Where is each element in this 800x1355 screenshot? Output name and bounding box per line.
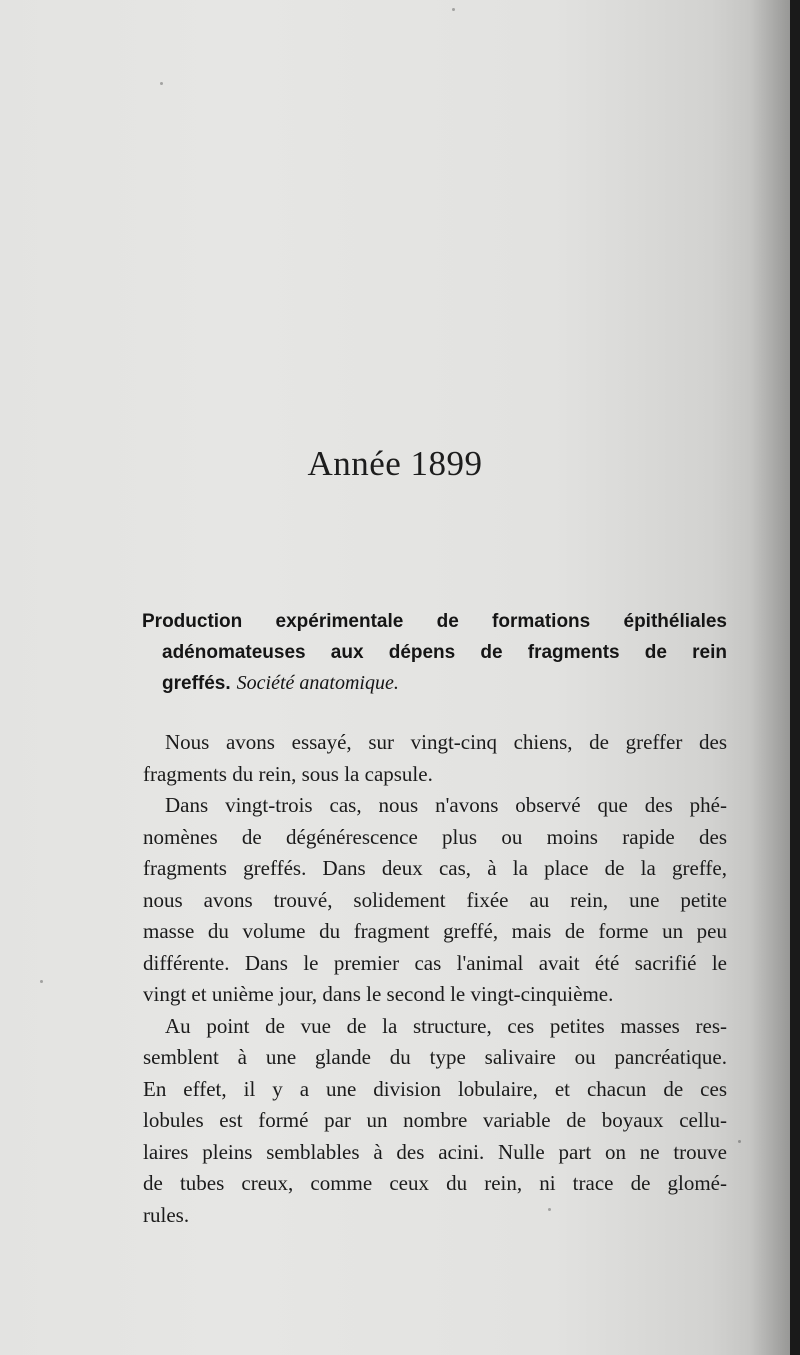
text-line: Au point de vue de la structure, ces petites masses res-: [165, 1013, 727, 1038]
text-line: masse du volume du fragment greffé, mais de forme un peu: [143, 919, 727, 943]
title-line: Production expérimentale de formations épithéliales: [142, 611, 727, 632]
text-line: lobules est formé par un nombre variable de boyaux cellu-: [143, 1108, 727, 1132]
paper-speck: [738, 1140, 741, 1143]
title-line-with-venue: [142, 668, 727, 699]
article-body: [143, 727, 727, 1231]
text-line: vingt et unième jour, dans le second le vingt-cinquième.: [143, 982, 614, 1006]
text-line: différente. Dans le premier cas l'animal avait été sacrifié le: [143, 950, 727, 975]
paragraph: [143, 1011, 727, 1232]
text-line: semblent à une glande du type salivaire ou pancréatique.: [143, 1045, 727, 1069]
text-line: fragments du rein, sous la capsule.: [143, 761, 433, 786]
text-line: Dans vingt-trois cas, nous n'avons observé que des phé-: [165, 793, 727, 817]
text-line: laires pleins semblables à des acini. Nulle part on ne trouve: [143, 1139, 727, 1164]
text-line: nomènes de dégénérescence plus ou moins rapide des: [143, 824, 727, 849]
text-line: Nous avons essayé, sur vingt-cinq chiens, de greffer des: [165, 730, 727, 754]
title-line: adénomateuses aux dépens de fragments de rein: [162, 642, 727, 663]
article-venue: Société anatomique.: [236, 672, 399, 694]
paper-speck: [160, 82, 163, 85]
text-line: fragments greffés. Dans deux cas, à la place de la greffe,: [143, 856, 727, 880]
title-line: greffés.: [162, 673, 231, 694]
paragraph: [143, 790, 727, 1011]
text-line: de tubes creux, comme ceux du rein, ni trace de glomé-: [143, 1171, 727, 1195]
text-line: En effet, il y a une division lobulaire, et chacun de ces: [143, 1076, 727, 1101]
paragraph: [143, 727, 727, 790]
text-line: nous avons trouvé, solidement fixée au rein, une petite: [143, 887, 727, 912]
paper-speck: [452, 8, 455, 11]
paper-speck: [40, 980, 43, 983]
year-heading: Année 1899: [307, 444, 483, 483]
text-line: rules.: [143, 1202, 190, 1227]
article-title: [142, 606, 727, 699]
